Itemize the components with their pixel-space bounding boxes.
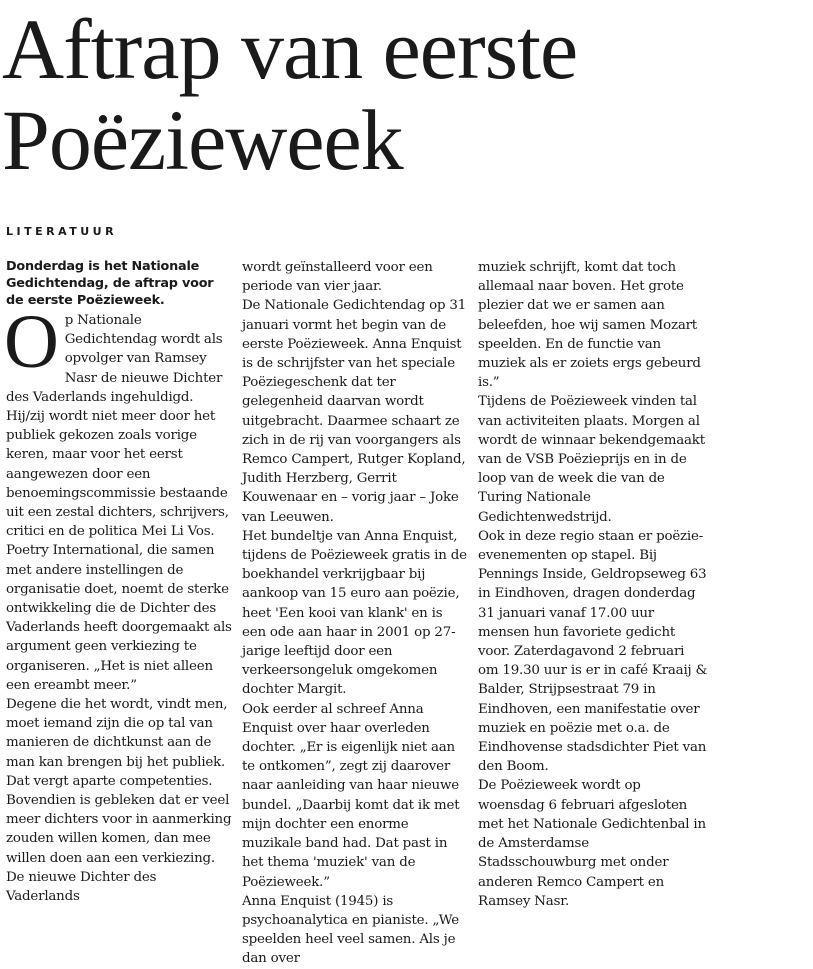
body-paragraph: Anna Enquist (1945) is psychoanalytica en pianiste. „We speelden heel veel samen. Als je dan over [242,893,459,967]
body-paragraph: De Poëzieweek wordt op woensdag 6 februari afgesloten met het Nationale Gedichtenbal in de Amsterdamse Stadsschouwburg met onder anderen Remco Campert en Ramsey Nasr. [478,778,706,909]
body-paragraph: Poetry International, die samen met andere instellingen de organisatie doet, noemt de sterke ontwikkeling die de Dichter des Vaderlands heeft doorgemaakt als argument geen verkiezing te organiseren. „Het is niet alleen een ereambt meer.” [6,543,232,693]
body-paragraph: Ook eerder al schreef Anna Enquist over haar overleden dochter. „Er is eigenlijk niet aan te ontkomen”, zegt zij daarover naar aanleiding van haar nieuwe bundel. „Daarbij komt dat ik met mijn dochter een enorme muzikale band had. Dat past in het thema 'muziek' van de Poëzieweek.” [242,701,460,890]
article-column-1 [6,258,232,906]
article-column-3 [478,258,708,911]
body-paragraph: wordt geïnstalleerd voor een periode van vier jaar. [242,260,433,295]
body-paragraph: Degene die het wordt, vindt men, moet iemand zijn die op tal van manieren de dichtkunst aan de man kan brengen bij het publiek. Dat vergt aparte competenties. Bovendien is gebleken dat er veel meer dichters voor in aanmerking zouden willen komen, dan mee willen doen aan een verkiezing. De nieuwe Dichter des Vaderlands [6,697,232,905]
article-column-2 [242,258,468,969]
body-paragraph: Tijdens de Poëzieweek vinden tal van activiteiten plaats. Morgen al wordt de winnaar bekendgemaakt van de VSB Poëzieprijs en in de loop van de week die van de Turing Nationale Gedichtenwedstrijd. [478,394,705,525]
body-paragraph: De Nationale Gedichtendag op 31 januari vormt het begin van de eerste Poëzieweek. Anna Enquist is de schrijfster van het speciale Poëziegeschenk dat ter gelegenheid daarvan wordt uitgebracht. Daarmee schaart ze zich in de rij van voorgangers als Remco Campert, Rutger Kopland, Judith Herzberg, Gerrit Kouwenaar en – vorig jaar – Joke van Leeuwen. [242,298,467,525]
body-paragraph: p Nationale Gedichtendag wordt als opvolger van Ramsey Nasr de nieuwe Dichter des Vaderlands ingehuldigd. Hij/zij wordt niet meer door het publiek gekozen zoals vorige keren, maar voor het eerst aangewezen door een benoemingscommissie bestaande uit een zestal dichters, schrijvers, critici en de politica Mei Li Vos. [6,313,229,540]
headline: Aftrap van eerste Poëzieweek [2,1,578,188]
drop-cap: O [4,300,59,384]
body-paragraph: Ook in deze regio staan er poëzie-evenementen op stapel. Bij Pennings Inside, Geldropseweg 63 in Eindhoven, dragen donderdag 31 januari vanaf 17.00 uur mensen hun favoriete gedicht voor. Zaterdagavond 2 februari om 19.30 uur is er in café Kraaij & Balder, Strijpsestraat 79 in Eindhoven, een manifestatie over muziek en poëzie met o.a. de Eindhovense stadsdichter Piet van den Boom. [478,528,708,775]
section-kicker: LITERATUUR [6,225,118,238]
lead-paragraph: Donderdag is het Nationale Gedichtendag, de aftrap voor de eerste Poëzieweek. [6,259,214,308]
body-paragraph: muziek schrijft, komt dat toch allemaal naar boven. Het grote plezier dat we er samen aan beleefden, hoe wij samen Mozart speelden. En de functie van muziek als er zoiets ergs gebeurd is.” [478,260,701,391]
body-paragraph: Het bundeltje van Anna Enquist, tijdens de Poëzieweek gratis in de boekhandel verkrijgbaar bij aankoop van 15 euro aan poëzie, heet 'Een kooi van klank' en is een ode aan haar in 2001 op 27-jarige leeftijd door een verkeersongeluk omgekomen dochter Margit. [242,528,467,698]
